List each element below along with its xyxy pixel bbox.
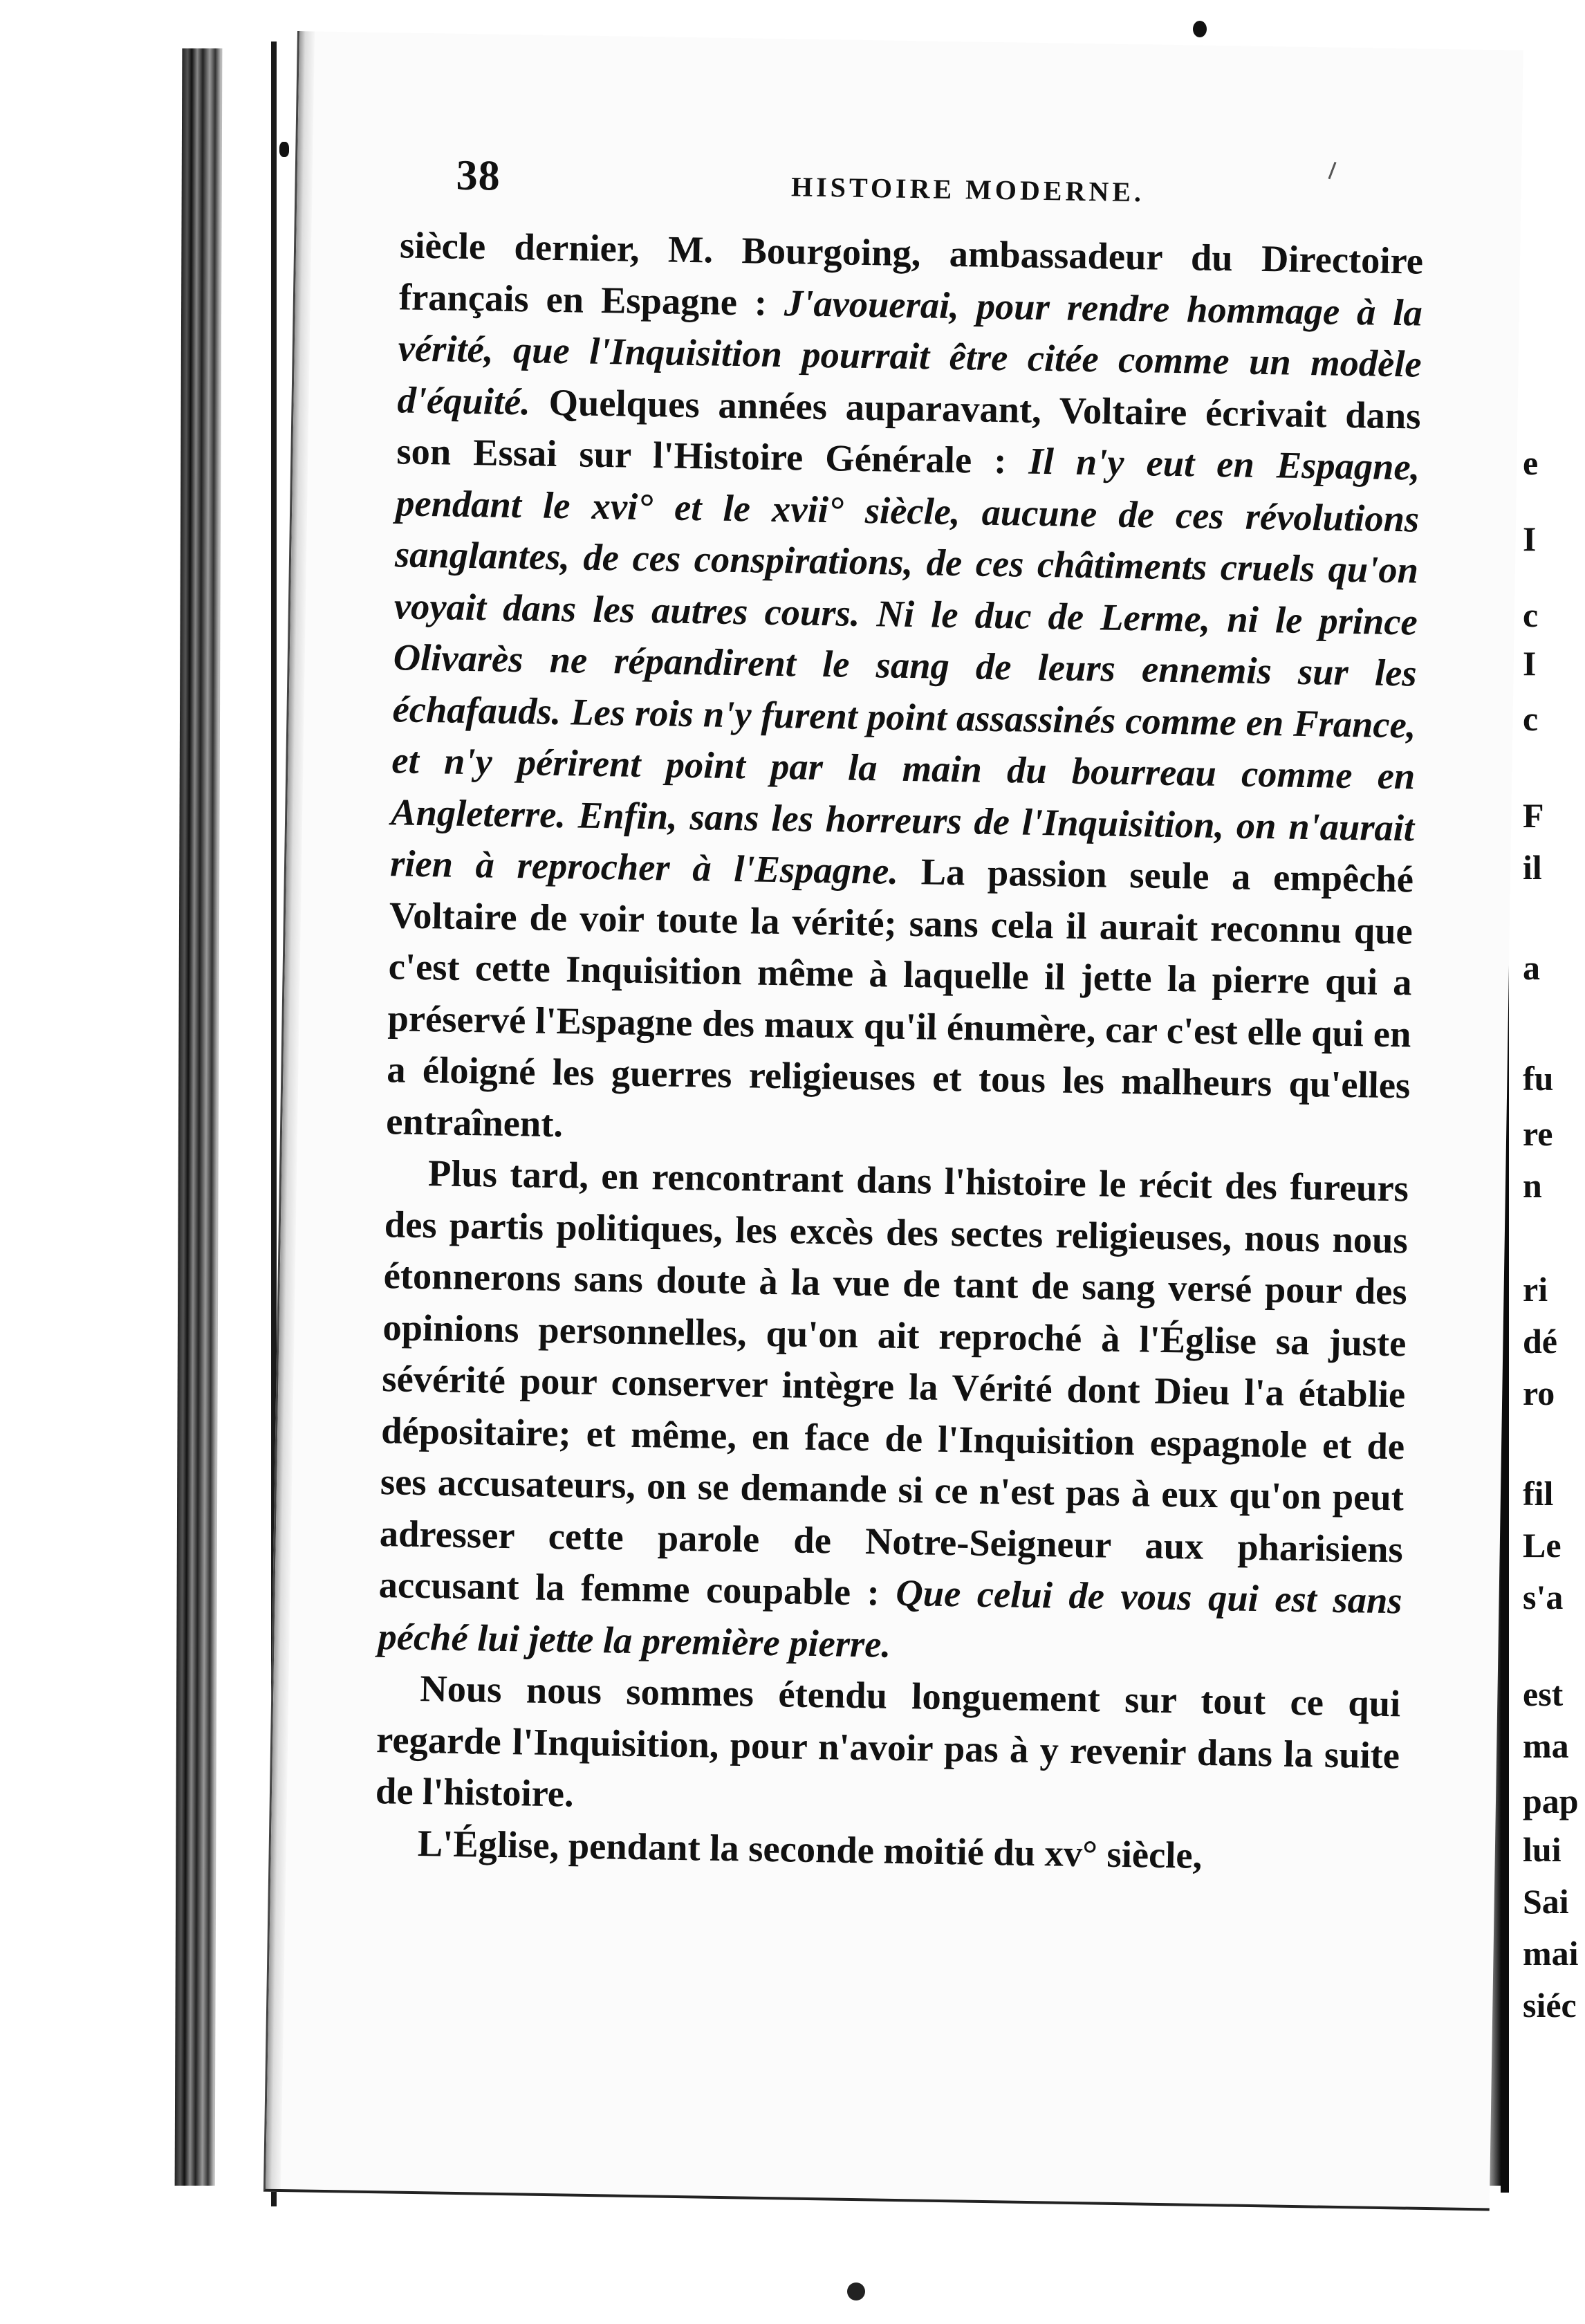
adjacent-page-text: ro (1523, 1374, 1555, 1412)
text-run: La passion seule a empêché Voltaire de voir toute la vérité; sans cela il aurait reconnu que c'est cette Inquisition même à laquelle il jette la pierre qui a préservé l'Espagne des maux qu'il énumère, car c'est elle qui en a éloigné les guerres religieuses et tous les malheurs qu'elles entraînent. (385, 849, 1414, 1145)
adjacent-page-text: c (1523, 596, 1539, 634)
adjacent-page-text: c (1523, 699, 1539, 738)
adjacent-page-text: fil (1523, 1474, 1554, 1513)
adjacent-page-text: lui (1523, 1830, 1561, 1869)
adjacent-page-text: mai (1523, 1934, 1579, 1973)
italic-quote: Il n'y eut en Espagne, pendant le xvi° et le xvii° siècle, aucune de ces révolutions sanglantes, de ces conspirations, de ces châtiments cruels qu'on voyait dans les autres cours. Ni le duc de Lerme, ni le prince Olivarès ne répandirent le sang de leurs ennemis sur les échafauds. Les rois n'y furent point assassinés comme en France, et n'y périrent point par la main du bourreau comme en Angleterre. Enfin, sans les horreurs de l'Inquisition, on n'aurait rien à reprocher à l'Espagne. (389, 439, 1420, 892)
scan-speck (847, 2282, 865, 2300)
adjacent-page-text: n (1523, 1166, 1542, 1205)
book-binding-edge (175, 48, 223, 2186)
adjacent-page-text: est (1523, 1675, 1564, 1713)
adjacent-page-text: fu (1523, 1059, 1554, 1098)
adjacent-page-text: siéc (1523, 1986, 1577, 2025)
adjacent-page-text: e (1523, 443, 1539, 482)
italic-quote: J'avouerai, pour rendre hommage à la vérité, que l'Inquisition pourrait être citée comme un modèle d'équité. (397, 281, 1423, 423)
adjacent-page-text: I (1523, 519, 1537, 558)
scan-speck (1193, 21, 1207, 37)
italic-quote: Que celui de vous qui est sans péché lui jette la première pierre. (378, 1571, 1403, 1666)
adjacent-page-text: a (1523, 948, 1540, 987)
adjacent-page-text: F (1523, 796, 1544, 835)
paragraph (386, 219, 1424, 1163)
running-head: HISTOIRE MODERNE. (790, 171, 1145, 208)
text-run: Plus tard, en rencontrant dans l'histoire le récit des fureurs des partis politiques, les excès des sectes religieuses, nous nous étonnerons sans doute à la vue de tant de sang versé pour des opinions personnelles, qu'on ait reproché à l'Église sa juste sévérité pour conserver intègre la Vérité dont Dieu l'a établie dépositaire; et même, en face de l'Inquisition espagnole et de ses accusateurs, on se demande si ce n'est pas à eux qu'on peut adresser cette parole de Notre-Seigneur aux pharisiens accusant la femme coupable : (378, 1152, 1409, 1614)
adjacent-page-text: ri (1523, 1270, 1548, 1309)
adjacent-page-text: il (1523, 848, 1542, 887)
text-run: siècle dernier, M. Bourgoing, ambassadeur du Directoire français en Espagne : (398, 223, 1424, 324)
adjacent-page-text: s'a (1523, 1578, 1564, 1616)
scan-speck (279, 142, 289, 157)
adjacent-page-text: dé (1523, 1322, 1557, 1361)
adjacent-page-text: I (1523, 644, 1537, 683)
paragraph: L'Église, pendant la seconde moitié du xv° siècle, (417, 1821, 1203, 1876)
paragraph (378, 1147, 1409, 1678)
adjacent-page-text: pap (1523, 1782, 1579, 1820)
adjacent-page-text: re (1523, 1114, 1553, 1153)
adjacent-page-text: Le (1523, 1526, 1561, 1565)
book-page (263, 31, 1523, 2211)
page-body (374, 219, 1423, 1884)
adjacent-page-text: ma (1523, 1726, 1569, 1765)
text-run: Quelques années auparavant, Voltaire écrivait dans son Essai sur l'Histoire Générale : (396, 380, 1421, 482)
adjacent-page-text: Sai (1523, 1882, 1569, 1921)
page-number: 38 (456, 151, 501, 200)
paragraph: Nous nous sommes étendu longuement sur tout ce qui regarde l'Inquisition, pour n'avoir pas à y revenir dans la suite de l'histoire. (375, 1667, 1401, 1815)
